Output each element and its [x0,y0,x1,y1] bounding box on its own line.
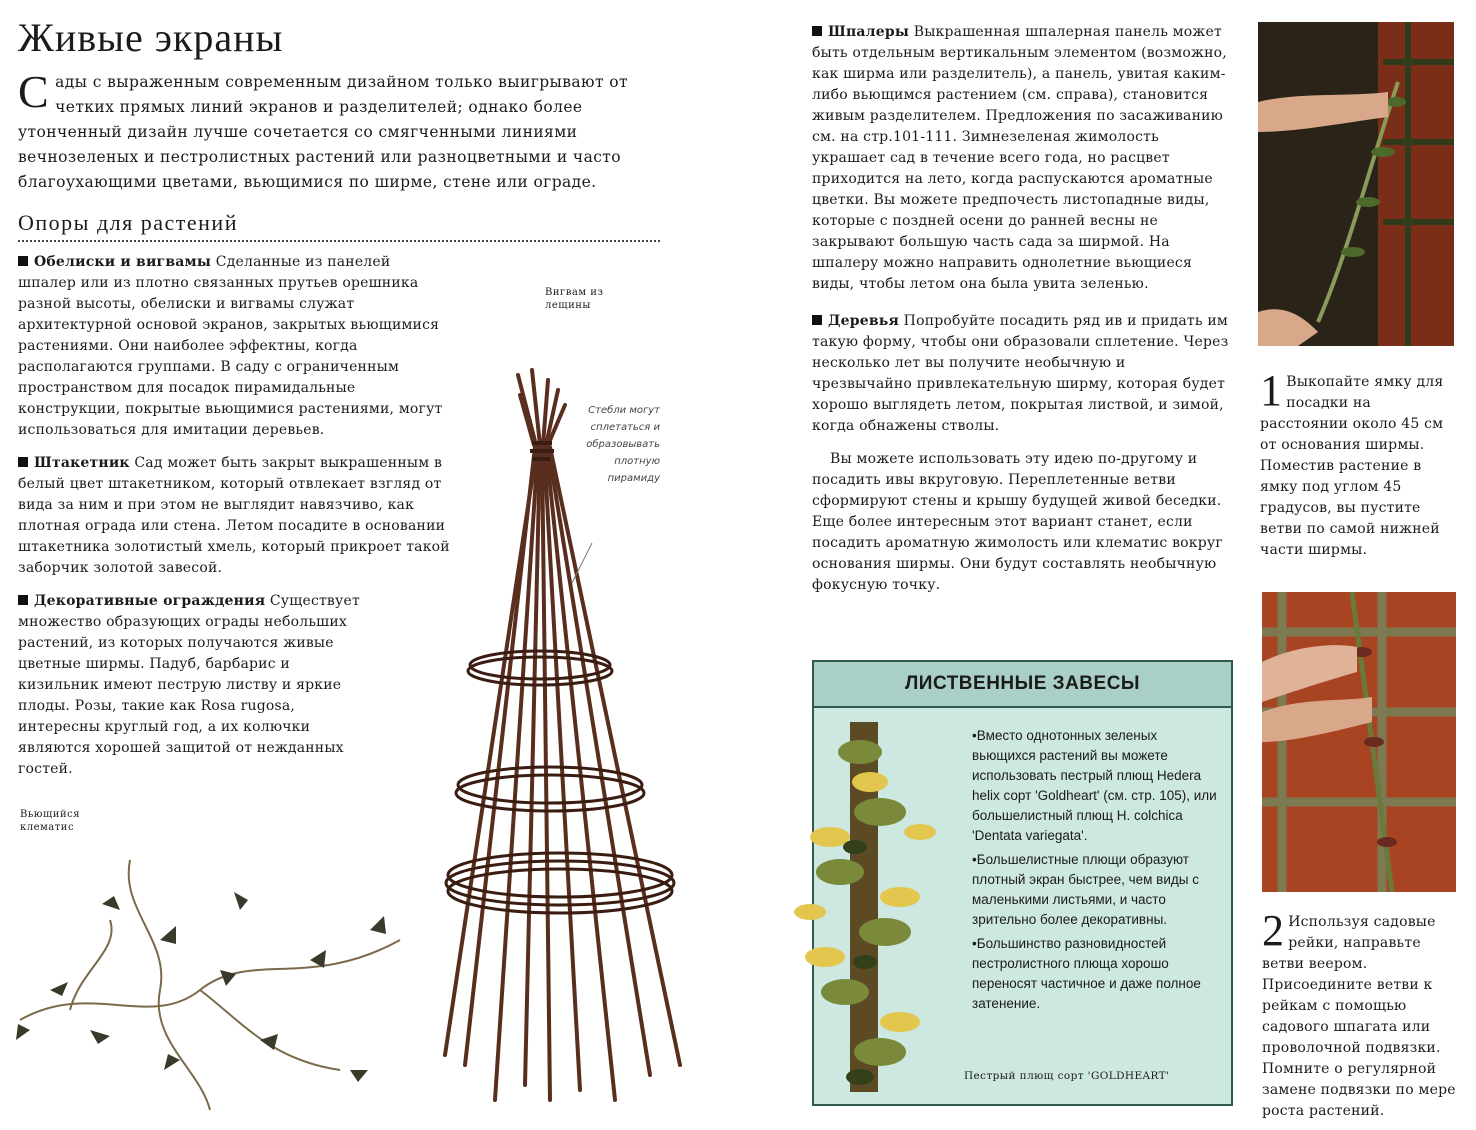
clematis-illustration [10,820,410,1120]
section-heading: Опоры для растений [18,210,238,235]
caption-stems: Стебли могут сплетаться и образовывать плотную пирамиду [586,405,660,484]
box-bullet: •Вместо однотонных зеленых вьющихся растений вы можете использовать пестрый плющ Hedera helix сорт 'Goldheart' (см. стр. 105), или большелистный плющ H. colchica 'Dentata variegata'. [972,728,1217,843]
photo-tying-step-2 [1262,592,1456,892]
bullet-square [18,595,28,605]
willow-paragraph: Вы можете использовать эту идею по-другому и посадить ивы вкруговую. Переплетенные ветви сформируют стены и крышу будущей живой беседки. Еще более интересным этот вариант станет, если посадить ароматную жимолость или клематис вокруг основания ширмы. Они будут составлять необычную фокусную точку. [812,451,1223,593]
page-title: Живые экраны [18,15,284,60]
bullet-square [812,315,822,325]
item-hedges [18,591,373,780]
item-text: Существует множество образующих ограды небольших растений, из которых получаются живые цветные ширмы. Падуб, барбарис и кизильник имеют пеструю листву и яркие плоды. Розы, такие как Rosa rugosa, интересны круглый год, а их колючки являются хорошей защитой от нежданных гостей. [18,593,360,777]
item-text: Выкрашенная шпалерная панель может быть отдельным вертикальным элементом (возможно, как ширма или разделитель), а панель, увитая каким-либо вьющимся растением (см. справа), становится живым разделителем. Предложения по засаживанию см. на стр.101-111. Зимнезеленая жимолость украшает сад в течение всего года, но расцвет приходится на лето, когда распускаются ароматные цветки. Вы можете предпочесть листопадные виды, которые с поздней осени до ранней весны не закрывают большую часть сада за ширмой. На шпалеру можно направить однолетние вьющиеся виды, чтобы летом она была увита зеленью. [812,24,1227,292]
step-number: 2 [1262,906,1285,955]
foliage-screens-box [812,660,1233,1106]
intro-paragraph [18,66,668,195]
item-run: Штакетник [34,455,130,471]
caption-wigwam: Вигвам из лещины [545,287,604,311]
bullet-square [18,457,28,467]
item-text: Сад может быть закрыт выкрашенным в белый цвет штакетником, который отвлекает взгляд от вида за ним и при этом не выглядит навязчиво, как плотная ограда или стена. Летом посадите в основании штакетника золотистый хмель, который прикроет такой заборчик золотой завесой. [18,455,450,576]
box-title: ЛИСТВЕННЫЕ ЗАВЕСЫ [814,662,1231,708]
drop-cap: С [18,66,50,117]
item-run: Шпалеры [828,24,910,40]
item-trellis [812,22,1230,295]
box-bullet: •Большелистные плющи образуют плотный экран быстрее, чем виды с маленькими листьями, и часто зрительно более декоративны. [972,852,1199,927]
bullet-square [812,26,822,36]
step-2 [1262,906,1458,1122]
photo-planting-step-1 [1258,22,1454,346]
hazel-wigwam-illustration [440,365,700,1115]
box-bullet: •Большинство разновидностей пестролистного плюща хорошо переносят частичное и даже полное затенение. [972,936,1201,1011]
step-number: 1 [1260,366,1283,415]
dotted-rule [18,240,660,242]
variegated-ivy-photo [790,722,960,1092]
caption-clematis: Вьющийся клематис [20,809,81,833]
left-column [18,252,453,792]
item-run: Декоративные ограждения [34,593,266,609]
item-obelisks [18,252,453,441]
item-trees [812,311,1230,437]
box-bullets [972,726,1222,1018]
step-1 [1260,366,1450,561]
bullet-square [18,256,28,266]
box-caption: Пестрый плющ сорт 'GOLDHEART' [964,1070,1170,1082]
step-text: Выкопайте ямку для посадки на расстоянии около 45 см от основания ширмы. Поместив растение в ямку под углом 45 градусов, вы пустите ветви по самой нижней части ширмы. [1260,374,1444,558]
intro-text: ады с выраженным современным дизайном только выигрывают от четких прямых линий экранов и разделителей; однако более утонченный дизайн лучше сочетается со смягченными линиями вечнозеленых и пестролистных растений или разноцветными и часто благоухающими цветами, вьющимися по ширме, стене или ограде. [18,73,628,191]
step-text: Используя садовые рейки, направьте ветви веером. Присоедините ветви к рейкам с помощью садового шпагата или проволочной подвязки. Помните о регулярной замене подвязки по мере роста растений. [1262,914,1456,1119]
item-text: Попробуйте посадить ряд ив и придать им такую форму, чтобы они образовали сплетение. Через несколько лет вы получите необычную и чрезвычайно привлекательную ширму, которая будет хорошо выглядеть летом, покрытая листвой, и зимой, когда обнажены стволы. [812,313,1229,434]
item-run: Обелиски и вигвамы [34,254,212,270]
right-column [812,22,1230,608]
item-picket [18,453,453,579]
item-text: Сделанные из панелей шпалер или из плотно связанных прутьев орешника разной высоты, обелиски и вигвамы служат архитектурной основой экранов, закрытых вьющимися растениями. Они наиболее эффектны, когда располагаются группами. В саду с ограниченным пространством для посадок пирамидальные конструкции, покрытые вьющимися растениями, могут использоваться для имитации деревьев. [18,254,443,438]
item-run: Деревья [828,313,900,329]
